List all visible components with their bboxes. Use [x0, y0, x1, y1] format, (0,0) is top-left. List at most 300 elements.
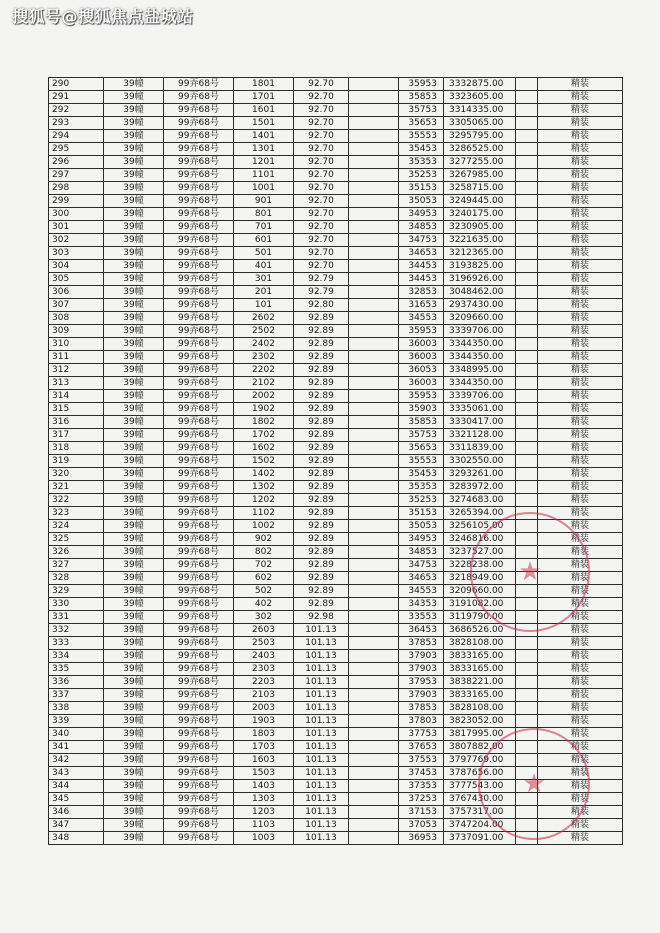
cell-door: 99弄68号	[164, 767, 234, 780]
table-row	[49, 117, 623, 130]
cell-price: 34553	[399, 585, 444, 598]
cell-dec: 精装	[538, 286, 623, 299]
cell-room: 1401	[234, 130, 294, 143]
table-row	[49, 598, 623, 611]
cell-total: 3246816.00	[444, 533, 516, 546]
cell-area: 101.13	[294, 715, 349, 728]
cell-total: 3212365.00	[444, 247, 516, 260]
cell-door: 99弄68号	[164, 572, 234, 585]
cell-door: 99弄68号	[164, 559, 234, 572]
cell-door: 99弄68号	[164, 507, 234, 520]
cell-blank	[349, 416, 399, 429]
cell-door: 99弄68号	[164, 832, 234, 845]
cell-idx: 341	[49, 741, 104, 754]
cell-room: 1801	[234, 78, 294, 91]
cell-dec: 精装	[538, 520, 623, 533]
cell-area: 92.89	[294, 598, 349, 611]
cell-price: 37953	[399, 676, 444, 689]
cell-room: 201	[234, 286, 294, 299]
cell-bld: 39幢	[104, 689, 164, 702]
table-row	[49, 468, 623, 481]
cell-blank2	[516, 793, 538, 806]
cell-door: 99弄68号	[164, 143, 234, 156]
cell-door: 99弄68号	[164, 234, 234, 247]
cell-dec: 精装	[538, 104, 623, 117]
cell-room: 701	[234, 221, 294, 234]
cell-blank	[349, 377, 399, 390]
cell-total: 3048462.00	[444, 286, 516, 299]
cell-bld: 39幢	[104, 299, 164, 312]
cell-bld: 39幢	[104, 117, 164, 130]
cell-idx: 334	[49, 650, 104, 663]
cell-blank	[349, 767, 399, 780]
table-row	[49, 663, 623, 676]
cell-idx: 333	[49, 637, 104, 650]
cell-area: 92.70	[294, 78, 349, 91]
cell-total: 3295795.00	[444, 130, 516, 143]
cell-blank2	[516, 572, 538, 585]
cell-total: 3286525.00	[444, 143, 516, 156]
cell-price: 34753	[399, 234, 444, 247]
cell-blank2	[516, 338, 538, 351]
cell-room: 2402	[234, 338, 294, 351]
cell-area: 92.70	[294, 169, 349, 182]
cell-total: 3767430.00	[444, 793, 516, 806]
cell-bld: 39幢	[104, 533, 164, 546]
cell-area: 92.89	[294, 429, 349, 442]
cell-price: 34853	[399, 546, 444, 559]
cell-price: 36053	[399, 364, 444, 377]
cell-dec: 精装	[538, 533, 623, 546]
cell-blank	[349, 117, 399, 130]
cell-room: 501	[234, 247, 294, 260]
table-row	[49, 741, 623, 754]
cell-price: 35153	[399, 507, 444, 520]
cell-blank2	[516, 260, 538, 273]
table-row	[49, 364, 623, 377]
cell-blank2	[516, 377, 538, 390]
cell-idx: 307	[49, 299, 104, 312]
cell-dec: 精装	[538, 351, 623, 364]
table-row	[49, 520, 623, 533]
cell-total: 3807882.00	[444, 741, 516, 754]
cell-door: 99弄68号	[164, 624, 234, 637]
cell-total: 3330417.00	[444, 416, 516, 429]
cell-price: 35953	[399, 78, 444, 91]
cell-bld: 39幢	[104, 572, 164, 585]
cell-dec: 精装	[538, 325, 623, 338]
cell-door: 99弄68号	[164, 208, 234, 221]
cell-area: 92.89	[294, 416, 349, 429]
cell-blank	[349, 273, 399, 286]
cell-door: 99弄68号	[164, 130, 234, 143]
table-row	[49, 507, 623, 520]
cell-area: 92.70	[294, 143, 349, 156]
cell-price: 37853	[399, 637, 444, 650]
table-row	[49, 325, 623, 338]
cell-dec: 精装	[538, 455, 623, 468]
cell-bld: 39幢	[104, 403, 164, 416]
cell-idx: 344	[49, 780, 104, 793]
cell-price: 34953	[399, 533, 444, 546]
cell-dec: 精装	[538, 182, 623, 195]
cell-total: 3302550.00	[444, 455, 516, 468]
cell-blank2	[516, 754, 538, 767]
cell-blank	[349, 728, 399, 741]
cell-blank	[349, 247, 399, 260]
cell-blank	[349, 806, 399, 819]
cell-price: 35953	[399, 390, 444, 403]
cell-bld: 39幢	[104, 351, 164, 364]
cell-area: 101.13	[294, 832, 349, 845]
cell-total: 3230905.00	[444, 221, 516, 234]
cell-door: 99弄68号	[164, 221, 234, 234]
cell-blank	[349, 754, 399, 767]
cell-room: 1702	[234, 429, 294, 442]
table-row	[49, 832, 623, 845]
cell-dec: 精装	[538, 741, 623, 754]
cell-room: 1203	[234, 806, 294, 819]
cell-blank	[349, 455, 399, 468]
cell-door: 99弄68号	[164, 715, 234, 728]
cell-blank2	[516, 481, 538, 494]
cell-total: 3249445.00	[444, 195, 516, 208]
cell-area: 92.89	[294, 468, 349, 481]
cell-room: 1103	[234, 819, 294, 832]
cell-total: 3737091.00	[444, 832, 516, 845]
cell-area: 92.70	[294, 260, 349, 273]
cell-idx: 310	[49, 338, 104, 351]
cell-total: 3218949.00	[444, 572, 516, 585]
cell-area: 92.89	[294, 572, 349, 585]
cell-blank	[349, 741, 399, 754]
cell-blank2	[516, 195, 538, 208]
cell-idx: 316	[49, 416, 104, 429]
cell-blank2	[516, 221, 538, 234]
cell-bld: 39幢	[104, 715, 164, 728]
cell-room: 1503	[234, 767, 294, 780]
cell-price: 34753	[399, 559, 444, 572]
cell-bld: 39幢	[104, 637, 164, 650]
cell-dec: 精装	[538, 143, 623, 156]
cell-blank2	[516, 819, 538, 832]
cell-blank	[349, 533, 399, 546]
cell-price: 35853	[399, 416, 444, 429]
table-row	[49, 637, 623, 650]
cell-dec: 精装	[538, 767, 623, 780]
cell-room: 1302	[234, 481, 294, 494]
cell-room: 2403	[234, 650, 294, 663]
table-row	[49, 156, 623, 169]
cell-door: 99弄68号	[164, 468, 234, 481]
cell-area: 92.89	[294, 338, 349, 351]
cell-room: 802	[234, 546, 294, 559]
cell-price: 35353	[399, 156, 444, 169]
cell-room: 1502	[234, 455, 294, 468]
price-list-sheet	[48, 77, 622, 845]
cell-total: 3305065.00	[444, 117, 516, 130]
cell-price: 35253	[399, 169, 444, 182]
cell-blank2	[516, 247, 538, 260]
cell-bld: 39幢	[104, 338, 164, 351]
cell-price: 37903	[399, 650, 444, 663]
cell-total: 3833165.00	[444, 689, 516, 702]
cell-total: 3193825.00	[444, 260, 516, 273]
table-row	[49, 689, 623, 702]
cell-idx: 293	[49, 117, 104, 130]
cell-blank	[349, 507, 399, 520]
cell-blank	[349, 403, 399, 416]
cell-blank2	[516, 624, 538, 637]
cell-room: 1403	[234, 780, 294, 793]
cell-blank	[349, 91, 399, 104]
cell-blank	[349, 715, 399, 728]
cell-door: 99弄68号	[164, 364, 234, 377]
table-row	[49, 312, 623, 325]
cell-blank	[349, 637, 399, 650]
cell-idx: 323	[49, 507, 104, 520]
cell-blank	[349, 572, 399, 585]
cell-price: 35953	[399, 325, 444, 338]
cell-total: 3777543.00	[444, 780, 516, 793]
cell-door: 99弄68号	[164, 442, 234, 455]
cell-room: 1803	[234, 728, 294, 741]
cell-area: 92.80	[294, 299, 349, 312]
table-row	[49, 676, 623, 689]
cell-blank2	[516, 78, 538, 91]
table-row	[49, 208, 623, 221]
cell-price: 34453	[399, 273, 444, 286]
cell-bld: 39幢	[104, 819, 164, 832]
table-row	[49, 403, 623, 416]
table-row	[49, 819, 623, 832]
cell-area: 101.13	[294, 676, 349, 689]
cell-blank	[349, 559, 399, 572]
cell-blank2	[516, 299, 538, 312]
cell-price: 36003	[399, 377, 444, 390]
cell-total: 3277255.00	[444, 156, 516, 169]
cell-area: 92.89	[294, 481, 349, 494]
cell-total: 3119790.00	[444, 611, 516, 624]
cell-door: 99弄68号	[164, 650, 234, 663]
cell-price: 32853	[399, 286, 444, 299]
cell-total: 3339706.00	[444, 325, 516, 338]
cell-dec: 精装	[538, 338, 623, 351]
table-row	[49, 78, 623, 91]
seal-star-icon: ★	[518, 557, 542, 587]
table-row	[49, 494, 623, 507]
cell-price: 37803	[399, 715, 444, 728]
cell-bld: 39幢	[104, 559, 164, 572]
cell-price: 34853	[399, 221, 444, 234]
cell-dec: 精装	[538, 312, 623, 325]
cell-dec: 精装	[538, 832, 623, 845]
cell-area: 92.89	[294, 507, 349, 520]
table-row	[49, 481, 623, 494]
cell-blank2	[516, 585, 538, 598]
cell-total: 3221635.00	[444, 234, 516, 247]
cell-door: 99弄68号	[164, 91, 234, 104]
cell-idx: 339	[49, 715, 104, 728]
cell-idx: 338	[49, 702, 104, 715]
cell-total: 3787656.00	[444, 767, 516, 780]
cell-room: 2202	[234, 364, 294, 377]
cell-blank	[349, 195, 399, 208]
cell-blank	[349, 819, 399, 832]
cell-idx: 312	[49, 364, 104, 377]
table-body	[49, 78, 623, 845]
cell-idx: 347	[49, 819, 104, 832]
cell-total: 3191082.00	[444, 598, 516, 611]
cell-price: 35453	[399, 468, 444, 481]
cell-idx: 331	[49, 611, 104, 624]
cell-total: 3828108.00	[444, 702, 516, 715]
table-row	[49, 286, 623, 299]
cell-dec: 精装	[538, 702, 623, 715]
cell-door: 99弄68号	[164, 741, 234, 754]
cell-total: 3838221.00	[444, 676, 516, 689]
cell-bld: 39幢	[104, 260, 164, 273]
cell-room: 1802	[234, 416, 294, 429]
cell-room: 902	[234, 533, 294, 546]
cell-dec: 精装	[538, 364, 623, 377]
cell-idx: 314	[49, 390, 104, 403]
cell-total: 3258715.00	[444, 182, 516, 195]
cell-price: 36953	[399, 832, 444, 845]
cell-room: 1101	[234, 169, 294, 182]
cell-area: 101.13	[294, 728, 349, 741]
cell-blank	[349, 156, 399, 169]
cell-blank	[349, 468, 399, 481]
cell-blank	[349, 442, 399, 455]
cell-total: 3196926.00	[444, 273, 516, 286]
cell-idx: 322	[49, 494, 104, 507]
cell-room: 901	[234, 195, 294, 208]
cell-area: 92.89	[294, 364, 349, 377]
cell-idx: 305	[49, 273, 104, 286]
cell-price: 35753	[399, 429, 444, 442]
cell-door: 99弄68号	[164, 78, 234, 91]
cell-idx: 317	[49, 429, 104, 442]
cell-area: 92.89	[294, 351, 349, 364]
cell-price: 35753	[399, 104, 444, 117]
cell-bld: 39幢	[104, 832, 164, 845]
cell-blank	[349, 611, 399, 624]
cell-room: 402	[234, 598, 294, 611]
cell-area: 101.13	[294, 780, 349, 793]
cell-room: 702	[234, 559, 294, 572]
cell-dec: 精装	[538, 442, 623, 455]
cell-price: 34553	[399, 312, 444, 325]
cell-total: 3274683.00	[444, 494, 516, 507]
cell-area: 92.70	[294, 130, 349, 143]
table-row	[49, 793, 623, 806]
cell-room: 801	[234, 208, 294, 221]
cell-price: 35553	[399, 130, 444, 143]
cell-blank	[349, 130, 399, 143]
cell-price: 37753	[399, 728, 444, 741]
cell-blank	[349, 182, 399, 195]
cell-blank2	[516, 468, 538, 481]
cell-idx: 309	[49, 325, 104, 338]
cell-total: 3323605.00	[444, 91, 516, 104]
cell-idx: 295	[49, 143, 104, 156]
cell-door: 99弄68号	[164, 390, 234, 403]
cell-door: 99弄68号	[164, 299, 234, 312]
cell-blank	[349, 208, 399, 221]
cell-blank	[349, 702, 399, 715]
cell-blank2	[516, 416, 538, 429]
cell-blank	[349, 650, 399, 663]
cell-idx: 318	[49, 442, 104, 455]
cell-area: 92.89	[294, 442, 349, 455]
cell-idx: 343	[49, 767, 104, 780]
cell-door: 99弄68号	[164, 195, 234, 208]
cell-room: 1701	[234, 91, 294, 104]
cell-dec: 精装	[538, 390, 623, 403]
cell-door: 99弄68号	[164, 585, 234, 598]
cell-dec: 精装	[538, 169, 623, 182]
cell-price: 35653	[399, 442, 444, 455]
cell-total: 3256105.00	[444, 520, 516, 533]
cell-room: 1003	[234, 832, 294, 845]
cell-door: 99弄68号	[164, 819, 234, 832]
cell-bld: 39幢	[104, 663, 164, 676]
table-row	[49, 728, 623, 741]
cell-area: 101.13	[294, 650, 349, 663]
cell-blank2	[516, 702, 538, 715]
cell-bld: 39幢	[104, 546, 164, 559]
cell-room: 2203	[234, 676, 294, 689]
cell-blank2	[516, 312, 538, 325]
cell-blank2	[516, 403, 538, 416]
cell-price: 36453	[399, 624, 444, 637]
cell-blank	[349, 832, 399, 845]
cell-blank2	[516, 676, 538, 689]
table-row	[49, 455, 623, 468]
cell-door: 99弄68号	[164, 676, 234, 689]
cell-dec: 精装	[538, 754, 623, 767]
cell-dec: 精装	[538, 117, 623, 130]
cell-blank2	[516, 169, 538, 182]
cell-total: 3335061.00	[444, 403, 516, 416]
cell-room: 1402	[234, 468, 294, 481]
cell-blank2	[516, 364, 538, 377]
cell-room: 1303	[234, 793, 294, 806]
cell-bld: 39幢	[104, 780, 164, 793]
cell-bld: 39幢	[104, 468, 164, 481]
cell-room: 1002	[234, 520, 294, 533]
cell-price: 35903	[399, 403, 444, 416]
cell-blank2	[516, 728, 538, 741]
cell-door: 99弄68号	[164, 520, 234, 533]
cell-blank	[349, 312, 399, 325]
table-row	[49, 91, 623, 104]
cell-blank	[349, 546, 399, 559]
cell-bld: 39幢	[104, 364, 164, 377]
price-table	[48, 77, 623, 845]
cell-door: 99弄68号	[164, 156, 234, 169]
cell-door: 99弄68号	[164, 455, 234, 468]
cell-dec: 精装	[538, 715, 623, 728]
cell-dec: 精装	[538, 728, 623, 741]
cell-bld: 39幢	[104, 221, 164, 234]
cell-blank	[349, 143, 399, 156]
cell-room: 1602	[234, 442, 294, 455]
cell-blank	[349, 390, 399, 403]
cell-bld: 39幢	[104, 676, 164, 689]
cell-dec: 精装	[538, 260, 623, 273]
